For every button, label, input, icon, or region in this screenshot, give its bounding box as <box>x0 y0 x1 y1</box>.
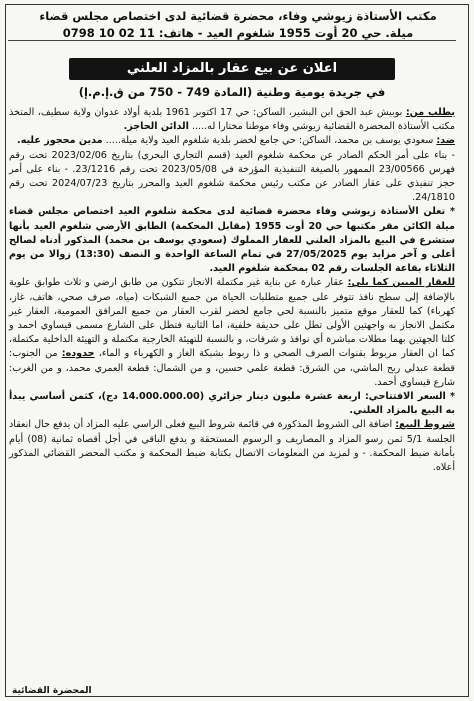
office-address: ميلة. حي 20 أوت 1955 شلغوم العيد - هاتف: 11 02 10 0798 <box>62 26 414 40</box>
bounds-text: من الجنوب: قطعة عبدلي ربح الماشي، من الشرق: قطعة علمي حسين، و من الشمال: قطعة العمري محمد، و من الغرب: شارع قيساوي أحمد. <box>9 348 455 388</box>
announcement-title: اعلان عن بيع عقار بالمزاد العلني <box>69 58 395 80</box>
conditions-paragraph <box>9 418 455 475</box>
signature-label: المحضرة القضائية <box>12 686 92 696</box>
price-paragraph: * السعر الافتتاحي: اربعة عشرة مليون دينار جزائري (14.000.000.00 دج)، كثمن أساسي يبدأ به البيع بالمزاد العلني. <box>9 391 455 417</box>
office-name: مكتب الأستاذة زيوشي وفاء، محضرة قضائية لدى اختصاص مجلس قضاء <box>39 9 437 23</box>
announcement-body <box>9 106 455 475</box>
against-paragraph <box>9 134 455 148</box>
applicant-text: بوبيش عبد الحق ابن البشير، الساكن: حي 17 اكتوبر 1961 بلدية أولاد عدوان ولاية سطيف، المتخذ مكتب الأستاذة المحضرة القضائية زيوشي وفاء موطنا مختارا له..... <box>9 107 455 133</box>
property-text: عقار عبارة عن بناية غير مكتملة الانجاز تتكون من طابق ارضي و ثلاث طوابق علوية بالإضافة إلى سطح نافذ تتوفر على جميع متطلبات الحياة من جميع الشبكات (مياه، صرف صحي، هاتف، غاز، كهرباء) كما للعقار موقع متميز بالنسبة لحي جامع لخضر لقرب العقار من جميع المرافق العمومية، العقار غير مكتمل الانجاز به واجهتين الأولى تطل على حديقة خلفية، اما الثانية فتطل على الشارع مسمى قيساوي احمد و كلتا الجهتين بهما مطلات مباشرة أي نوافذ و شرفات، و بالنسبة للتهيئة الخارجية مكتملة و التهيئة الداخلية مكتملة، كما ان العقار مربوط بقنوات الصرف الصحي و ذا ربوط بشبكة الغاز و الكهرباء و الماء، <box>9 277 455 360</box>
conditions-text: اضافة الى الشروط المذكورة في قائمة شروط البيع فعلى الراسي عليه المزاد أن يدفع حال انعقاد الجلسة 5/1 ثمن رسو المزاد و المصاريف و الرسوم المستحقة و يدفع الباقي في أجل أقصاه ثمانية (08) أيام بأمانة ضبط المحكمة. - و لمزيد من المعلومات الاتصال بكتابة ضبط المحكمة و مكتب المحضر القضائي المذكور أعلاه. <box>9 419 455 474</box>
property-label: للعقار المبين كما يلي: <box>347 277 455 289</box>
office-header <box>6 5 470 42</box>
conditions-label: شروط البيع: <box>395 419 455 431</box>
debtor-label: مدين محجوز عليه. <box>17 135 103 147</box>
applicant-label: بطلب من: <box>405 107 455 118</box>
header-divider <box>8 40 456 41</box>
basis-paragraph: - بناء على أمر الحكم الصادر عن محكمة شلغوم العيد (قسم التجاري البحري) بتاريخ 2023/02/06 تحت رقم فهرس 23/00566 الممهور بالصيغة التنفيذية المؤرخة في 2023/05/08 تحت رقم 23/1216. - بناء على أمر حجز تنفيذي على عقار الصادر عن مكتب رئيس محكمة شلغوم العيد والمحرر بتاريخ 2024/07/23 تحت رقم 24/1810. <box>9 149 455 204</box>
applicant-paragraph <box>9 106 455 134</box>
property-paragraph <box>9 276 455 390</box>
against-text: سعودي يوسف بن محمد، الساكن: حي جامع لخضر بلدية شلغوم العيد ولاية ميلة..... <box>105 135 437 147</box>
announcement-subtitle: في جريدة يومية وطنية (المادة 749 - 750 من ق.إ.م.إ) <box>78 85 386 99</box>
notice-paragraph: * تعلن الأستاذة زيوشي وفاء محضرة قضائية لدى محكمة شلغوم العيد اختصاص مجلس قضاء ميلة الكائن مقر مكتبها حي 20 أوت 1955 (مقابل المحكمة) الطابق الأرضي شلغوم العيد بأنها ستشرع في البيع بالمزاد العلني للعقار المملوك (سعودي يوسف بن محمد) المذكور أدناه لصالح أعلى و آخر مزايد يوم 27/05/2025 في تمام الساعة الواحدة و النصف (13:30) زوالا من يوم الثلاثاء بقاعة الجلسات رقم 02 بمحكمة شلغوم العيد. <box>9 206 456 275</box>
against-label: ضد: <box>436 135 455 147</box>
creditor-label: الدائن الحاجز. <box>123 121 189 133</box>
bounds-label: حدوده: <box>61 348 95 360</box>
